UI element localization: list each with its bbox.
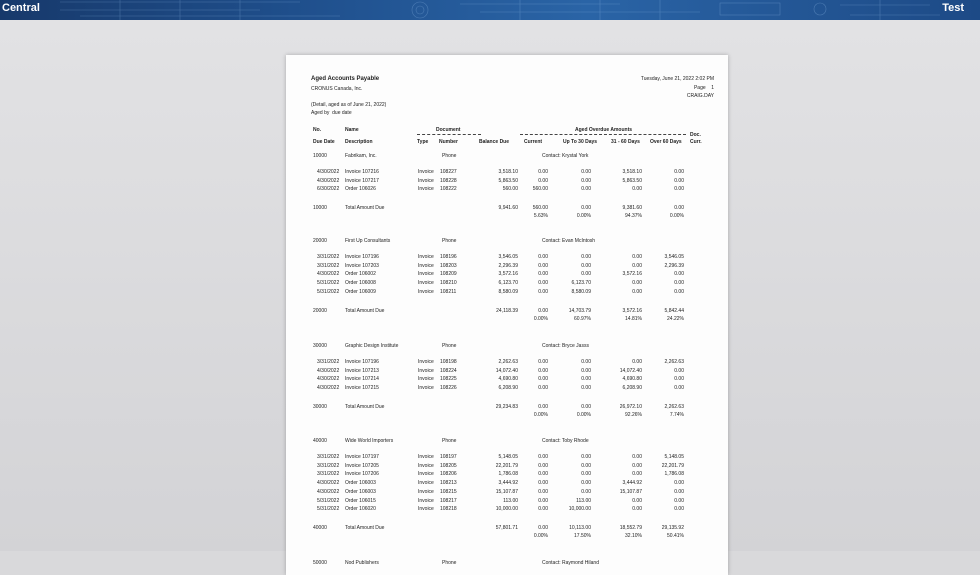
line-description: Invoice 107196 — [345, 359, 379, 365]
line-doc-type: Invoice — [418, 177, 434, 184]
aged-by-line — [311, 110, 352, 116]
line-amount: 0.00 — [538, 367, 548, 374]
line-description: Invoice 107215 — [345, 385, 379, 392]
line-amount: 0.00 — [538, 497, 548, 504]
line-description: Invoice 107213 — [345, 367, 379, 374]
line-doc-type: Invoice — [418, 376, 434, 383]
line-amount: 0.00 — [581, 367, 591, 374]
line-amount: 5,863.50 — [498, 177, 518, 184]
aged-by-value: due date — [332, 110, 352, 116]
line-amount: 0.00 — [674, 186, 684, 193]
line-amount: 22,201.79 — [495, 462, 518, 469]
line-due-date: 3/31/2022 — [317, 462, 340, 469]
col-aged-overdue-group: Aged Overdue Amounts — [575, 127, 633, 133]
line-description: Order 106009 — [345, 288, 376, 295]
line-amount: 0.00 — [538, 462, 548, 469]
line-amount: 0.00 — [674, 169, 684, 175]
line-amount: 14,072.40 — [619, 367, 642, 374]
line-doc-type: Invoice — [418, 169, 434, 175]
line-due-date: 3/31/2022 — [317, 262, 340, 269]
col-curr: Curr. — [690, 139, 702, 145]
total-percent: 24.22% — [667, 315, 684, 322]
report-title: Aged Accounts Payable — [311, 76, 380, 82]
vendor-contact: Contact: Krystal York — [542, 153, 589, 159]
vendor-number: 10000 — [313, 153, 327, 159]
total-percent: 14.81% — [625, 315, 642, 322]
line-description: Invoice 107196 — [345, 254, 379, 260]
line-amount: 8,580.09 — [571, 288, 591, 295]
vendor-number: 50000 — [313, 560, 327, 566]
line-amount: 0.00 — [674, 288, 684, 295]
line-description: Invoice 107205 — [345, 462, 379, 469]
line-amount: 0.00 — [674, 497, 684, 504]
line-due-date: 4/30/2022 — [317, 488, 340, 495]
total-percent: 7.74% — [669, 411, 684, 418]
line-amount: 560.00 — [502, 186, 518, 193]
col-over-60: Over 60 Days — [650, 139, 682, 145]
line-doc-type: Invoice — [418, 288, 434, 295]
total-amount: 9,381.60 — [622, 205, 642, 212]
total-percent: 0.00% — [576, 213, 591, 220]
total-percent: 0.00% — [669, 213, 684, 220]
vendor-phone-label: Phone — [442, 438, 457, 444]
total-amount: 57,801.71 — [495, 524, 518, 531]
line-amount: 3,518.10 — [622, 169, 642, 175]
total-amount: 18,552.79 — [619, 524, 642, 531]
line-amount: 2,262.63 — [664, 359, 684, 365]
line-amount: 0.00 — [632, 359, 642, 365]
vendor-name: Fabrikam, Inc. — [345, 153, 377, 159]
total-amount: 14,703.79 — [568, 307, 591, 314]
line-amount: 6,208.90 — [498, 385, 518, 392]
line-amount: 1,786.08 — [498, 471, 518, 478]
line-doc-type: Invoice — [418, 497, 434, 504]
line-due-date: 4/30/2022 — [317, 271, 340, 278]
line-description: Invoice 107217 — [345, 177, 379, 184]
total-amount: 10,113.00 — [569, 524, 591, 531]
col-current: Current — [524, 139, 543, 145]
line-amount: 0.00 — [538, 177, 548, 184]
line-doc-type: Invoice — [418, 280, 434, 287]
line-doc-type: Invoice — [418, 462, 434, 469]
total-label: Total Amount Due — [345, 524, 385, 531]
line-due-date: 3/31/2022 — [317, 471, 340, 478]
report-preview-area — [0, 20, 980, 566]
line-amount: 0.00 — [581, 471, 591, 478]
environment-name: Test — [942, 2, 964, 14]
line-description: Order 106003 — [345, 488, 376, 495]
line-amount: 0.00 — [538, 169, 548, 175]
total-vendor-number: 20000 — [313, 307, 327, 314]
line-amount: 0.00 — [632, 254, 642, 260]
line-doc-number: 108217 — [440, 497, 457, 504]
line-amount: 0.00 — [538, 254, 548, 260]
line-amount: 0.00 — [674, 280, 684, 287]
line-description: Invoice 107203 — [345, 262, 379, 269]
line-amount: 0.00 — [581, 480, 591, 487]
line-amount: 14,072.40 — [495, 367, 518, 374]
line-due-date: 4/30/2022 — [317, 169, 340, 175]
line-doc-type: Invoice — [418, 480, 434, 487]
line-amount: 10,000.00 — [495, 506, 518, 513]
line-doc-number: 108215 — [440, 488, 457, 495]
line-due-date: 5/31/2022 — [317, 506, 340, 513]
line-amount: 5,148.05 — [498, 454, 518, 460]
line-amount: 0.00 — [581, 462, 591, 469]
line-amount: 0.00 — [632, 454, 642, 460]
line-amount: 1,786.08 — [664, 471, 684, 478]
line-due-date: 4/30/2022 — [317, 480, 340, 487]
line-amount: 0.00 — [581, 385, 591, 392]
total-amount: 9,941.60 — [498, 205, 518, 212]
vendor-phone-label: Phone — [442, 238, 457, 244]
line-amount: 5,863.50 — [622, 177, 642, 184]
aged-overdue-underline — [520, 134, 686, 135]
line-doc-number: 108196 — [440, 254, 457, 260]
line-doc-type: Invoice — [418, 454, 434, 460]
line-description: Invoice 107206 — [345, 471, 379, 478]
aged-by-label: Aged by — [311, 110, 330, 116]
col-due-date: Due Date — [313, 139, 335, 145]
line-amount: 560.00 — [532, 186, 548, 193]
line-doc-number: 108213 — [440, 480, 457, 487]
vendor-contact: Contact: Raymond Hiland — [542, 560, 599, 566]
total-percent: 0.00% — [576, 411, 591, 418]
line-due-date: 5/31/2022 — [317, 497, 340, 504]
line-amount: 0.00 — [674, 367, 684, 374]
line-amount: 0.00 — [581, 359, 591, 365]
line-amount: 0.00 — [674, 376, 684, 383]
line-amount: 0.00 — [632, 262, 642, 269]
line-description: Order 106008 — [345, 280, 376, 287]
line-amount: 0.00 — [581, 254, 591, 260]
line-doc-type: Invoice — [418, 385, 434, 392]
line-doc-number: 108222 — [440, 186, 457, 193]
line-doc-number: 108210 — [440, 280, 457, 287]
line-due-date: 4/30/2022 — [317, 385, 340, 392]
total-amount: 24,118.39 — [496, 307, 518, 314]
total-label: Total Amount Due — [345, 403, 385, 410]
total-amount: 0.00 — [581, 403, 591, 410]
total-amount: 2,262.63 — [664, 403, 684, 410]
total-vendor-number: 30000 — [313, 403, 327, 410]
line-amount: 6,123.70 — [498, 280, 518, 287]
col-up-to-30: Up To 30 Days — [563, 139, 598, 145]
line-amount: 0.00 — [581, 454, 591, 460]
line-description: Invoice 107216 — [345, 169, 379, 175]
total-label: Total Amount Due — [345, 307, 385, 314]
line-doc-type: Invoice — [418, 271, 434, 278]
line-description: Order 106002 — [345, 271, 376, 278]
col-31-60: 31 - 60 Days — [611, 139, 640, 145]
line-amount: 2,296.39 — [664, 262, 684, 269]
blueprint-banner-graphic — [0, 0, 980, 20]
line-due-date: 3/31/2022 — [317, 254, 340, 260]
line-amount: 0.00 — [632, 506, 642, 513]
col-doc: Doc. — [690, 132, 701, 138]
line-doc-number: 108206 — [440, 471, 457, 478]
total-percent: 92.26% — [625, 411, 642, 418]
line-amount: 3,572.16 — [622, 271, 642, 278]
line-doc-number: 108211 — [440, 288, 457, 295]
line-amount: 3,518.10 — [498, 169, 518, 175]
line-amount: 0.00 — [538, 471, 548, 478]
total-amount: 29,234.83 — [495, 403, 518, 410]
line-doc-number: 108205 — [440, 462, 457, 469]
col-description: Description — [345, 139, 373, 145]
line-doc-type: Invoice — [418, 488, 434, 495]
vendor-name: First Up Consultants — [345, 238, 391, 244]
vendor-contact: Contact: Bryce Jasss — [542, 343, 589, 349]
page-indicator — [694, 85, 714, 91]
line-doc-number: 108218 — [440, 506, 457, 513]
line-description: Invoice 107214 — [345, 376, 379, 383]
line-doc-type: Invoice — [418, 186, 434, 193]
vendor-number: 20000 — [313, 238, 327, 244]
line-doc-type: Invoice — [418, 367, 434, 374]
total-amount: 0.00 — [674, 205, 684, 212]
line-amount: 0.00 — [538, 280, 548, 287]
app-brand: Central — [2, 2, 40, 14]
total-amount: 26,972.10 — [619, 403, 642, 410]
line-amount: 15,107.87 — [619, 488, 642, 495]
page-number: 1 — [711, 85, 714, 91]
total-label: Total Amount Due — [345, 205, 385, 212]
total-amount: 3,572.16 — [622, 307, 642, 314]
vendor-number: 30000 — [313, 343, 327, 349]
line-doc-number: 108226 — [440, 385, 457, 392]
vendor-phone-label: Phone — [442, 153, 457, 159]
line-amount: 0.00 — [674, 506, 684, 513]
total-amount: 0.00 — [538, 307, 548, 314]
line-amount: 2,262.63 — [498, 359, 518, 365]
line-amount: 2,296.39 — [498, 262, 518, 269]
vendor-number: 40000 — [313, 438, 327, 444]
line-amount: 0.00 — [538, 288, 548, 295]
total-amount: 560.00 — [532, 205, 548, 212]
report-subtitle: (Detail, aged as of June 21, 2022) — [311, 102, 387, 108]
col-balance-due: Balance Due — [479, 139, 510, 145]
line-amount: 3,572.16 — [498, 271, 518, 278]
line-doc-number: 108228 — [440, 177, 457, 184]
line-amount: 3,444.92 — [498, 480, 518, 487]
total-percent: 0.00% — [533, 315, 548, 322]
user-id: CRAIG.DAY — [686, 93, 714, 99]
vendor-name: Nod Publishers — [345, 560, 379, 566]
line-doc-type: Invoice — [418, 471, 434, 478]
line-description: Order 106020 — [345, 506, 376, 513]
line-amount: 0.00 — [581, 271, 591, 278]
col-number: Number — [439, 139, 458, 145]
vendor-contact: Contact: Toby Rhode — [542, 438, 589, 444]
line-due-date: 3/31/2022 — [317, 359, 340, 365]
line-amount: 0.00 — [632, 497, 642, 504]
line-amount: 0.00 — [538, 385, 548, 392]
line-amount: 0.00 — [674, 177, 684, 184]
line-amount: 5,148.05 — [664, 454, 684, 460]
total-percent: 5.63% — [533, 213, 548, 220]
line-amount: 8,580.09 — [498, 288, 518, 295]
col-document-group: Document — [436, 127, 461, 133]
line-amount: 4,690.80 — [498, 376, 518, 383]
line-amount: 22,201.79 — [661, 462, 684, 469]
line-doc-number: 108227 — [440, 169, 457, 175]
line-amount: 0.00 — [581, 262, 591, 269]
total-percent: 17.50% — [574, 532, 591, 539]
line-doc-number: 108209 — [440, 271, 457, 278]
col-type: Type — [417, 139, 429, 145]
line-amount: 6,208.90 — [622, 385, 642, 392]
total-amount: 0.00 — [581, 205, 591, 212]
vendor-phone-label: Phone — [442, 343, 457, 349]
line-amount: 0.00 — [674, 385, 684, 392]
vendor-phone-label: Phone — [442, 560, 457, 566]
vendor-name: Graphic Design Institute — [345, 343, 399, 349]
line-amount: 3,546.05 — [498, 254, 518, 260]
total-amount: 0.00 — [538, 403, 548, 410]
line-amount: 0.00 — [538, 480, 548, 487]
line-amount: 0.00 — [538, 488, 548, 495]
line-amount: 0.00 — [674, 271, 684, 278]
line-doc-type: Invoice — [418, 262, 434, 269]
line-amount: 3,444.92 — [622, 480, 642, 487]
line-doc-number: 108197 — [440, 454, 457, 460]
line-doc-number: 108198 — [440, 359, 457, 365]
line-amount: 0.00 — [538, 506, 548, 513]
line-amount: 0.00 — [581, 177, 591, 184]
line-description: Invoice 107197 — [345, 454, 379, 460]
line-amount: 0.00 — [581, 186, 591, 193]
line-amount: 10,000.00 — [568, 506, 591, 513]
total-percent: 0.00% — [533, 532, 548, 539]
line-description: Order 106026 — [345, 186, 376, 193]
page-label: Page — [693, 85, 706, 91]
line-due-date: 4/30/2022 — [317, 177, 340, 184]
line-amount: 0.00 — [538, 262, 548, 269]
line-amount: 0.00 — [632, 462, 642, 469]
vendor-contact: Contact: Evan McIntosh — [542, 238, 596, 244]
col-name: Name — [345, 127, 359, 133]
run-date: Tuesday, June 21, 2022 2:02 PM — [640, 76, 714, 82]
total-vendor-number: 10000 — [313, 205, 327, 212]
line-doc-number: 108224 — [440, 367, 457, 374]
total-percent: 0.00% — [533, 411, 548, 418]
line-amount: 3,546.05 — [664, 254, 684, 260]
line-amount: 113.00 — [576, 497, 591, 504]
total-vendor-number: 40000 — [313, 524, 327, 531]
total-percent: 60.97% — [574, 315, 591, 322]
line-doc-number: 108203 — [440, 262, 457, 269]
line-amount: 0.00 — [632, 471, 642, 478]
line-amount: 0.00 — [632, 288, 642, 295]
total-percent: 50.41% — [667, 532, 684, 539]
line-amount: 113.00 — [503, 497, 518, 504]
line-due-date: 4/30/2022 — [317, 367, 340, 374]
line-due-date: 5/31/2022 — [317, 288, 340, 295]
line-amount: 0.00 — [581, 169, 591, 175]
line-amount: 6,123.70 — [571, 280, 591, 287]
line-amount: 0.00 — [538, 376, 548, 383]
line-amount: 4,690.80 — [622, 376, 642, 383]
line-amount: 0.00 — [581, 488, 591, 495]
line-due-date: 3/31/2022 — [317, 454, 340, 460]
col-no: No. — [313, 127, 322, 133]
line-description: Order 106015 — [345, 497, 376, 504]
line-amount: 0.00 — [538, 359, 548, 365]
total-percent: 94.37% — [625, 213, 642, 220]
line-description: Order 106003 — [345, 480, 376, 487]
line-amount: 0.00 — [632, 280, 642, 287]
document-underline — [417, 134, 481, 135]
line-amount: 0.00 — [674, 480, 684, 487]
line-amount: 15,107.87 — [495, 488, 518, 495]
line-doc-type: Invoice — [418, 359, 434, 365]
line-due-date: 6/30/2022 — [317, 186, 340, 193]
line-amount: 0.00 — [632, 186, 642, 193]
total-percent: 32.10% — [625, 532, 642, 539]
report-page — [286, 55, 728, 575]
line-amount: 0.00 — [581, 376, 591, 383]
total-amount: 29,135.92 — [661, 524, 684, 531]
line-doc-type: Invoice — [418, 506, 434, 513]
total-amount: 0.00 — [538, 524, 548, 531]
line-amount: 0.00 — [538, 271, 548, 278]
line-amount: 0.00 — [674, 488, 684, 495]
total-amount: 5,842.44 — [664, 307, 684, 314]
line-amount: 0.00 — [538, 454, 548, 460]
line-doc-type: Invoice — [418, 254, 434, 260]
app-header-bar — [0, 0, 980, 20]
vendor-name: Wide World Importers — [345, 438, 394, 444]
line-due-date: 5/31/2022 — [317, 280, 340, 287]
company-name: CRONUS Canada, Inc. — [311, 86, 363, 92]
line-due-date: 4/30/2022 — [317, 376, 340, 383]
line-doc-number: 108225 — [440, 376, 457, 383]
